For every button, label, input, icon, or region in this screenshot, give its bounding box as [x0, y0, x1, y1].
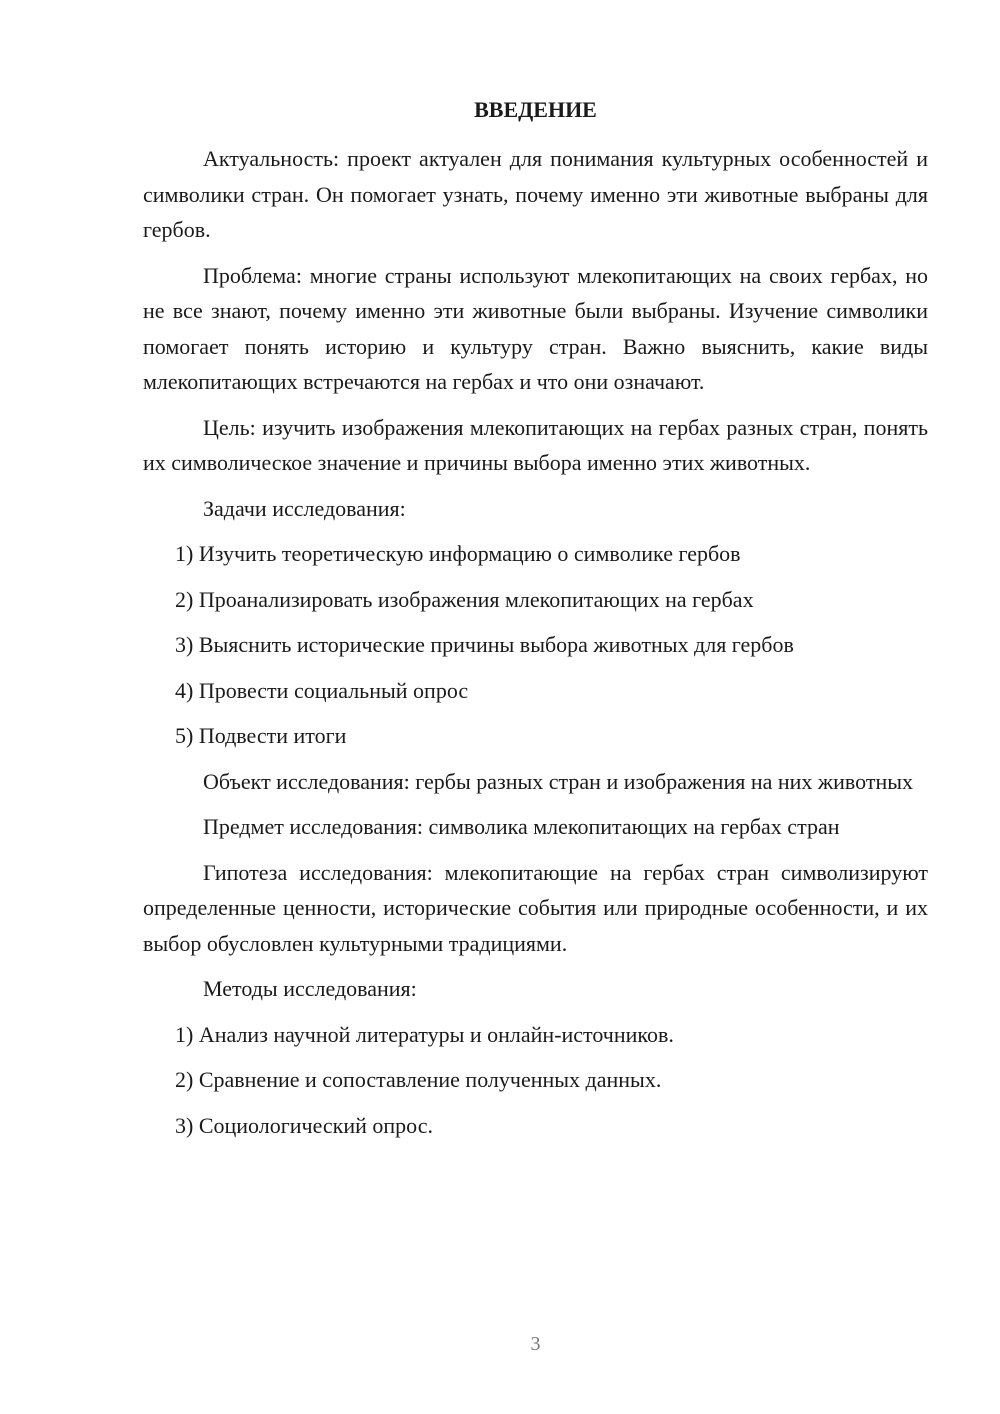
task-item-1: 1) Изучить теоретическую информацию о символике гербов — [175, 541, 741, 566]
task-item-5: 5) Подвести итоги — [175, 723, 347, 748]
page-title: ВВЕДЕНИЕ — [474, 97, 597, 122]
goal-paragraph: Цель: изучить изображения млекопитающих на гербах разных стран, понять их символическое значение и причины выбора именно этих животных. — [143, 414, 928, 475]
method-item-1: 1) Анализ научной литературы и онлайн-источников. — [175, 1021, 674, 1047]
task-item-2: 2) Проанализировать изображения млекопитающих на гербах — [175, 586, 754, 612]
task-item-4: 4) Провести социальный опрос — [175, 677, 469, 703]
method-item-3: 3) Социологический опрос. — [175, 1112, 433, 1138]
relevance-paragraph: Актуальность: проект актуален для понимания культурных особенностей и символики стран. Он помогает узнать, почему именно эти животные выбраны для гербов. — [143, 146, 928, 242]
methods-heading: Методы исследования: — [203, 976, 417, 1001]
document-body — [143, 92, 928, 1153]
tasks-heading: Задачи исследования: — [203, 495, 406, 521]
task-item-3: 3) Выяснить исторические причины выбора животных для гербов — [175, 632, 794, 657]
hypothesis-paragraph: Гипотеза исследования: млекопитающие на гербах стран символизируют определенные ценности, исторические события или природные особенности, и их выбор обусловлен культурными традициями. — [143, 859, 928, 956]
problem-paragraph: Проблема: многие страны используют млекопитающих на своих гербах, но не все знают, почему именно эти животные были выбраны. Изучение символики помогает понять историю и культуру стран. Важно выяснить, какие виды млекопитающих встречаются на гербах и что они означают. — [143, 262, 928, 394]
method-item-2: 2) Сравнение и сопоставление полученных данных. — [175, 1067, 662, 1092]
page-number: 3 — [530, 1333, 541, 1355]
object-paragraph: Объект исследования: гербы разных стран и изображения на них животных — [203, 768, 914, 794]
subject-paragraph: Предмет исследования: символика млекопитающих на гербах стран — [203, 814, 840, 839]
